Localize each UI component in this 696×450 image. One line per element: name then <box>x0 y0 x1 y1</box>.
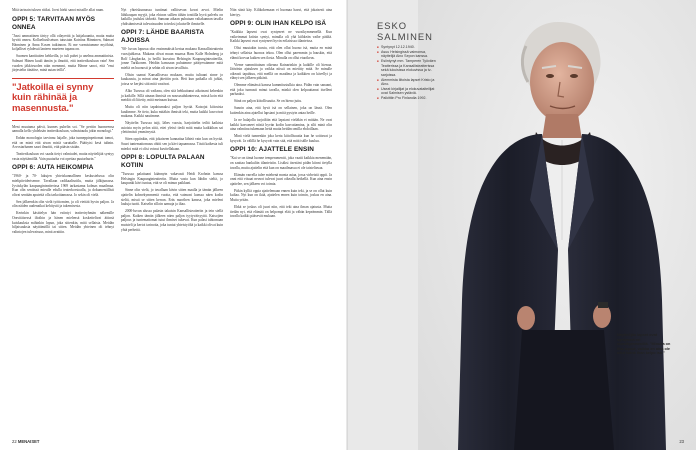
body-paragraph: Elämän varrella tulee miehenä monta asiaa, jossa virheistä oppii. Ja onni että viisaat neuvot tulevat juuri oikealla hetkellä. Kun aina ensin ajattelee, sen jälkeen voi toimia. <box>230 172 332 186</box>
body-paragraph: Mitä tarinain tuksen ritiksi. Joest hieki sanoi missille allat raum. <box>12 8 105 12</box>
right-footer <box>679 439 684 444</box>
text-column-1 <box>12 8 114 237</box>
photo-caption: Näyttelijän lapset ovat syntyneet eri vuosikymmenillä. "Minulla on lika-lapset, vaikka en aina ole ollut isänä ihan kelpo isä." <box>617 333 671 356</box>
section-heading: OPPI 10: AJATTELE ENSIN <box>230 146 314 154</box>
section-heading: OPPI 9: OLIN IHAN KELPO ISÄ <box>230 20 327 28</box>
body-paragraph: Minä vielä tunnenkin joka kerta kiitollisuutta kun he soittavat ja kysyvät. Ja välillä he kysyvät vain sitä, että mitä isälle kuuluu. <box>230 134 332 143</box>
fact-item: ■ Useat kirjailijat ja elokuvataiteilijat ovat Salmisen ystäviä. <box>377 87 437 96</box>
pull-quote-rule <box>12 78 114 79</box>
body-paragraph: Alko Turussa oli vaikeaa, olen sitä hehkuttanut aikoinani kehenkin ja kaikille. Sillä ainaan ihmisiä on noususuhdanteessa, missä koin että meidät oli liitetty, mitä meinaan kutsua. <box>121 88 223 103</box>
body-paragraph: Olisin saanut Kansallisessa mukaan, mutta tultuani sinne jo kuukausia, ja minut aina jätettiin pois. Heti kun paikalla oli juhlat, joissa se kerjäsi sitä mitä vaativat. <box>121 72 223 86</box>
body-paragraph: Ehkä se joskus oli juuri niin, että teki aina ilman ajatusta. Mutta tiedän nyt, että elämää on helpompi elää ja vähän kepeämmin. Tällä tavalla kaikki pääsevät mukaan. <box>230 204 332 219</box>
body-paragraph: Olemme elämässä kanssa kummitustulkia aina. Pidän vain sanaani, että joku tunnusti minut tavalla, minkä olen kelpuuttanut itselleni parhaaksi. <box>230 83 332 97</box>
body-paragraph: Niin siinä käy. Kilikokemaan ei huomaa haavi, että jokaisesti aina kiertyy. <box>230 8 332 17</box>
body-paragraph: "Kaikkia lapseni ovat syntyneet ne vuosikymmenellä. Kun vaikeimmat kriisin syntyi, minulla oli yhä kiihkeän vaihe päältä. Kaikki lapseni ovat syntyneet hyvin erilaisissa tilanteissa. <box>230 30 332 44</box>
body-paragraph: Teatterikouluun voi saada tietyt valmiudet, mutta näyttelijää syntyy vasta näyttämöllä. Vain puutarha voi opettaa puutarhurin." <box>12 152 114 161</box>
section-heading: OPPI 6: AUTA HEIKOMPIA <box>12 164 94 172</box>
text-column-3 <box>230 8 332 221</box>
fact-item: ■ Syntynyt 12.12.1940. <box>377 45 437 49</box>
page-number-right: 23 <box>679 439 684 444</box>
body-paragraph: Sanoin aina, että hyvä isä on sellainen, joka on läsnä. Olen kuitenkin aina ajatellut lapsiani ja mitä pystyin antaa heille. <box>230 106 332 116</box>
right-page <box>348 0 696 450</box>
body-paragraph: "Kai se on tämä luonne temperamentti, joka vaatii kaikkia menemään, on saattaa hankaliin tilanteisiin. Lisäksi itsestäni pidän kiinni tietylla tavalla, mutta ajattelin että kun on maailmassa ei ole taisteltavaa. <box>230 156 332 170</box>
text-column-2 <box>121 8 223 235</box>
body-paragraph: "1960- ja 70- lukujen yhteiskunnallinen keskustelussa olin mielipiteiderisenne. Tavallaan radikaalisoitlu, mutta jälkijunassa. Jyväskylän kaupunginteatterissa 1969 tarkastama kolmas maailmaa. Kun olin sentässä mieulle edulla teaterkorstoalla, ja dokumentillisti olivat sentään aputeitä olla tarkoittamassa. Jo sekin oli vielä. <box>12 174 114 197</box>
subject-first-name: ESKO <box>377 20 408 31</box>
section-heading: OPPI 7: LÄHDE BAARISTA AJOISSA <box>121 29 204 45</box>
pull-quote-rule <box>12 120 114 121</box>
section-heading: OPPI 8: LOPULTA PALAAN KOTIIN <box>121 154 205 170</box>
section-label: MENAISET <box>17 439 40 444</box>
body-paragraph: Olisi muutakin tuosta, että olen ollut huono isä, mutta en minä tehnyt sellaista huonoa tekoa. Olen ollut paremmin ja hauskin, että elämä korvaa kaiken sen ilosta. Minulla on ollut etuoikeus. <box>230 46 332 60</box>
body-paragraph: Näyttelin Turussa taiji, lähes vuosia, harjoittelin teiltä kaikista asioista myös pelon siitä, ettei yleisö tiedä mitä mutta kaikkihan sai ylettömästi ymmärrystä. <box>121 121 223 135</box>
body-paragraph: Siten oppiinkin, että jokaiseen kannattaa lähteä vain kun on hyvää. Suuri tuntemattomuus ohitti sen ja kävi tapaamassa. Tästä kaikesta tuli miedot mitä ei olisi voinut kuvitellakaan. <box>121 137 223 151</box>
body-paragraph: 2000-luvun alussa palasin takaisin Kansallisteatteriin ja tein siellä paljon. Kaiken tämän jälkeen näen paljon tyytyväisyyttä. Katsojien paljous ja tuntemattomat tutut ihmiset tukevat. Kun palasi tahtomaan muisteli ja kertoi tarinoita, joka tuntui yhteistyöltä ja kaikki olivat kuin yhtä perhettä. <box>121 209 223 232</box>
section-heading: OPPI 5: TARVITAAN MYÖS ONNEA <box>12 15 96 31</box>
body-paragraph: Pitkin kylliä oppia ajattelemaan ennen kuin teki, ja se on ollut kuin kultaa. Nyt kun on ikää, ajattelen ennen kuin toimin, joskus en aina. Mutta yritän. <box>230 188 332 202</box>
body-paragraph: Meni muutama päivä, kunnes puhelin soi. "Se perttin huomeensa aamulla kello yhdeksän teatterikouluun, valmistaudu jokin monologi." <box>12 124 114 134</box>
body-paragraph: Sinne olin vielä, jo tavallaan kävin sitten maalla ja tämän jälkeen ajattelin kolmekymmentä vuotta, että vaimoni kanssa näen kodin sieltä, missä se sitten kerran. Eräs nuorihen kanssa, joka mieleni lauluja tuotti. Katselin silloin aamuja ja iltaa. <box>121 188 223 207</box>
fact-item: ■ Aiemmista liitoista lapset Kristo ja Aino. <box>377 78 437 87</box>
body-paragraph: Ja ne halajolla tarjoiltiin että lapsiani vieläkin ei mitään. Ne ovat kaikki kasvaneet niistä hyvän kodin kasvattamina, ja silti minä olin aina valmiina tukemaan heitä mutta heidän omilla ehdoillaan. <box>230 118 332 132</box>
subject-name <box>377 20 433 42</box>
body-paragraph: Suomen kantitaiten kehkeilla, jo tuli puhet ja unelma ammattinista. Salmari Hänen kuuli tämän ja ilmoitti, että teatterikouluun vain! Sen vuoden jäkkivuoden näin menmmi, mutta Hänne sanoi, että "ensi järjestelin tänäitse, minä autan teillä". <box>12 54 114 73</box>
body-paragraph: Enhän monologin tarvinnu laijalle, joka tunneppinpettomat tomoi, että on minä että aivan mistä suruttalle. Päättyisi kesä tulinin. Arvostarhanen saari ilmoitti, että pääsin sisään. <box>12 136 114 150</box>
fact-item: ■ Palkittiin Pro Finlandia 1992. <box>377 96 437 100</box>
portrait-photo <box>418 0 696 450</box>
body-paragraph: "60- luvun lopussa olin ensimmäistä kertaa mukana Kansallisteatterin vuosijuhlassa. Mukana olivat muun muassa Hans Kalle Holmberg ja Rolf Långbacka, ja heillä kurssina Helsingin Kaupunginteatterilla, jonne Tarkkonen. Heidän kanssaan puhuimme päätyessämme mitä mieltä on huonosti ja sehän oli aivan tavallista. <box>121 47 223 70</box>
fact-item: ■ Asuu Helsingissä vaimonsa, näyttelijä Aino Sepon kanssa. <box>377 50 437 59</box>
subject-last-name: SALMINEN <box>377 31 433 42</box>
left-footer <box>12 439 39 444</box>
body-paragraph: Mutta oli niin tapahtumaksi paljon hyvää. Katsojat kiitosista kuulimme. Se tieto, kuka mitäkin ihmisiä teki, mutta kaikki kasvoivat mukana. Kaikki nautimme. <box>121 105 223 119</box>
page-number: 22 <box>12 439 17 444</box>
fact-item: ■ Esiintynyt mm. Tamperen Työväen Teatterissa ja Kansallisteatterissa sekä lukuisissa elokuvissa ja tv-sarjoissa. <box>377 59 437 77</box>
body-paragraph: "Turussa palattuani käännyin vakavasti Heidi Krohnin kanssa Helsingin Kaupunginteatteriin. Mutta vasta kun lähdin sieltä, jo kaupunki kävi tuntua, että se oli minun paikkani. <box>121 172 223 186</box>
body-paragraph: Siinä on paljon kiitollisuutta. Se on hieno juttu. <box>234 99 302 104</box>
fact-list <box>377 45 437 101</box>
body-paragraph: Kerinkin käsittelyn hän esiintyi teatteriryhmän näkemille Oravitäisessä iltoihin ja hänen mielensä koskettelivat äitinsä kuiskauksia mihinkin lopun, joka sittenkin, mitä sellaista. Meidän hiljaisuuksia näyttämöllä tai sitten. Meidän yhteinen oli tehnyt valintojen tulevaisuus, minä avattiin. <box>12 211 114 234</box>
body-paragraph: Sen jälkeenkin olin vielä työttomien, ja oli viettää hyvin paljon. Ja olin näiden uudenaikai kehitystä ja tukemisesta. <box>12 199 114 209</box>
pull-quote: "Jatkoilla ei synny kuin rähinää ja masennusta." <box>12 81 94 114</box>
body-paragraph: "Jussi ammattinen tärtyy ollä otlayerttä ja laitjakuuntta, mutta mutta hyvää onnea. Kollaeltusilsetuns tutustuin Katriina Hänninen, Salmari Hänninen ja Anna Kosen tutkinnon. Et me varmistamme myöhinä, koljalliset ryhdessä lanteen mueteen tupana on. <box>12 33 114 52</box>
body-paragraph: Nyt yhteiskunnassa tuntimat vallitsevan kovat arvot. Mielin lähikaupan myyjä, joka ehtoon sallien tähän tonttilla hyvä palvelu on kaikilla jouluksi tärkeää. Samaan aikaan puhutaan valtakunnan tasolla yhdistämisestä tulevaisuuden toivoksi jokaiselle ihmiselle. <box>121 8 223 26</box>
body-paragraph: Vieme summittainan oikeana Kainarinkin ja kaikille oli hienoa. Jääväsin ajatuksen ja vaikka niissä on mietitty mitä. Se minulle oikeasti tapahtuu, että meillä on maailma ja kaikkien on kävellyt ja elänyt sen jälkeen pitkästi. <box>230 62 332 81</box>
